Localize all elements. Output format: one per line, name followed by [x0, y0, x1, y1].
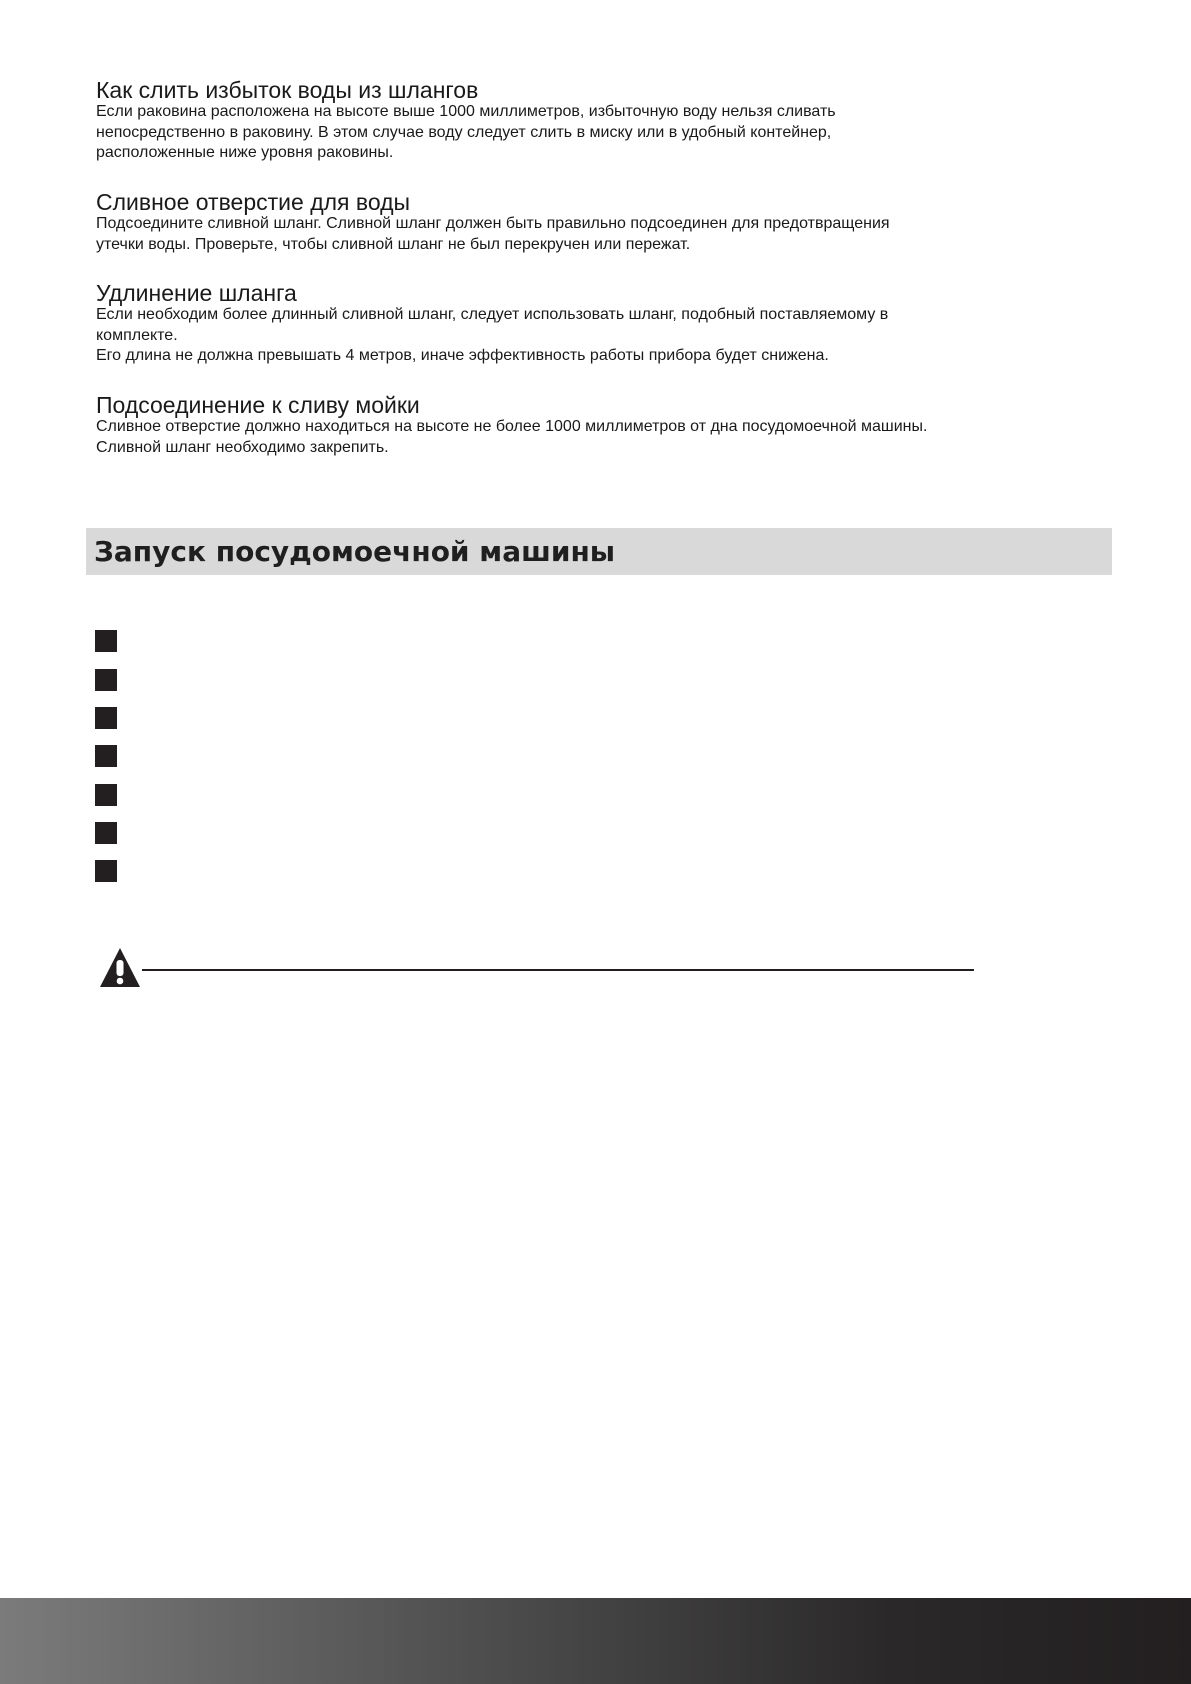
section-text-line: Если необходим более длинный сливной шланг, следует использовать шланг, подобный поставляемому в [96, 306, 889, 323]
checklist-square-icon [95, 784, 117, 806]
section-text-line: комплекте. [96, 326, 178, 344]
section-hose-extension [96, 281, 1076, 367]
section-heading: Удлинение шланга [96, 280, 297, 306]
section-text-line: Если раковина расположена на высоте выше 1000 миллиметров, избыточную воду нельзя сливать [96, 103, 836, 120]
checklist-square-icon [95, 860, 117, 882]
section-text-line: Подсоедините сливной шланг. Сливной шланг должен быть правильно подсоединен для предотвращения [96, 215, 890, 232]
section-heading: Подсоединение к сливу мойки [96, 392, 420, 418]
section-sink-drain-connection [96, 393, 1076, 458]
section-heading: Сливное отверстие для воды [96, 189, 411, 215]
section-banner [86, 528, 1112, 575]
checklist-square-icon [95, 822, 117, 844]
checklist-square-icon [95, 669, 117, 691]
checklist-square-icon [95, 707, 117, 729]
section-text-line: утечки воды. Проверьте, чтобы сливной шланг не был перекручен или пережат. [96, 235, 691, 253]
section-text-line: Сливной шланг необходимо закрепить. [96, 438, 389, 456]
section-text-line: непосредственно в раковину. В этом случае воду следует слить в миску или в удобный контейнер, [96, 123, 832, 141]
section-drain-excess-water [96, 78, 1076, 164]
warning-divider [142, 969, 974, 971]
banner-title: Запуск посудомоечной машины [94, 535, 616, 568]
section-heading: Как слить избыток воды из шлангов [96, 77, 479, 103]
section-drain-outlet [96, 190, 1076, 255]
checklist-square-icon [95, 745, 117, 767]
section-text-line: Сливное отверстие должно находиться на высоте не более 1000 миллиметров от дна посудомоечной машины. [96, 418, 928, 435]
footer-bar [0, 1598, 1191, 1684]
section-text-line: расположенные ниже уровня раковины. [96, 144, 394, 161]
checklist-square-icon [95, 630, 117, 652]
warning-triangle-icon [99, 946, 141, 988]
section-text-line: Его длина не должна превышать 4 метров, иначе эффективность работы прибора будет снижена. [96, 347, 829, 364]
